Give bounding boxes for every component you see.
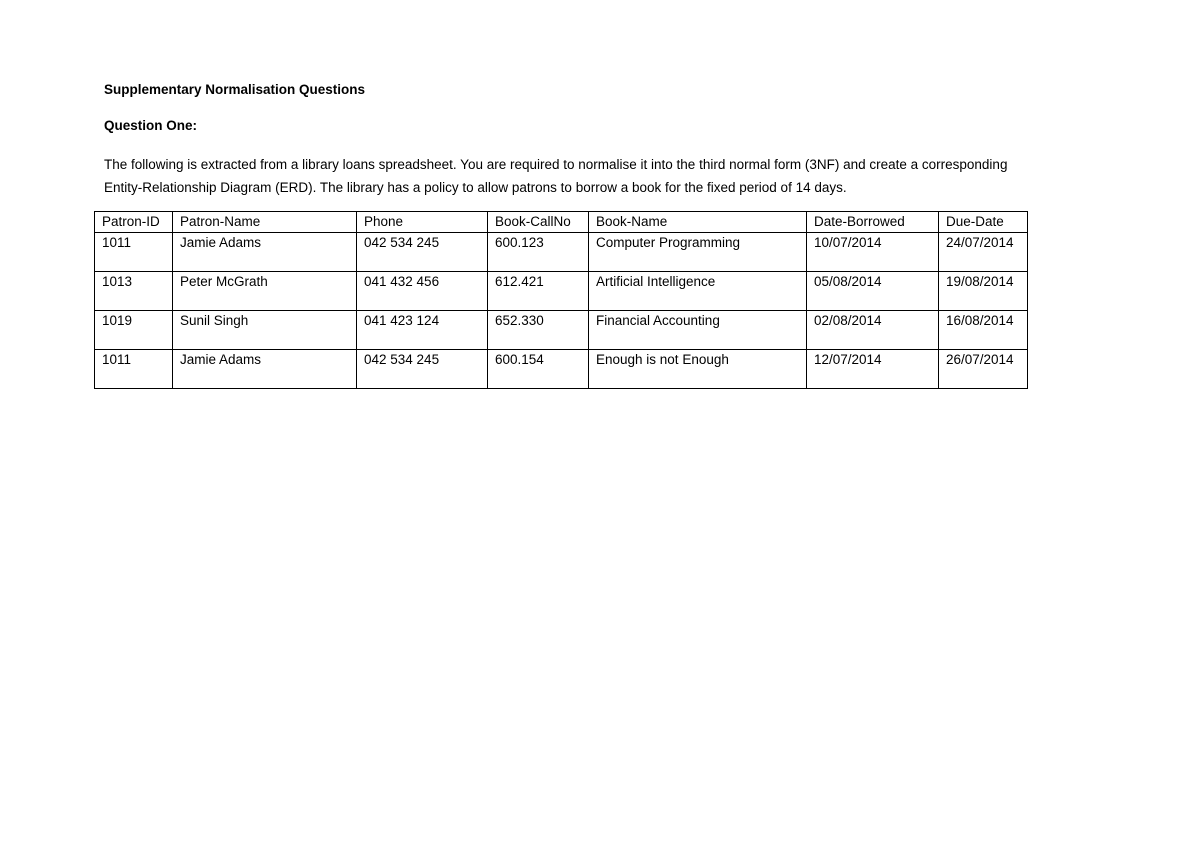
cell-patron-name: Peter McGrath bbox=[173, 272, 357, 311]
cell-book-name: Computer Programming bbox=[589, 233, 807, 272]
table-row bbox=[95, 233, 1028, 272]
cell-due-date: 26/07/2014 bbox=[939, 350, 1028, 389]
table-row bbox=[95, 311, 1028, 350]
column-header-date-borrowed: Date-Borrowed bbox=[807, 212, 939, 233]
cell-phone: 041 423 124 bbox=[357, 311, 488, 350]
cell-book-name: Artificial Intelligence bbox=[589, 272, 807, 311]
intro-line: Entity-Relationship Diagram (ERD). The library has a policy to allow patrons to borrow a book for the fixed period of 14 days. bbox=[104, 180, 847, 195]
cell-book-callno: 612.421 bbox=[488, 272, 589, 311]
column-header-patron-name: Patron-Name bbox=[173, 212, 357, 233]
cell-date-borrowed: 05/08/2014 bbox=[807, 272, 939, 311]
table-row bbox=[95, 350, 1028, 389]
cell-patron-name: Jamie Adams bbox=[173, 233, 357, 272]
cell-phone: 042 534 245 bbox=[357, 350, 488, 389]
column-header-book-callno: Book-CallNo bbox=[488, 212, 589, 233]
cell-patron-name: Sunil Singh bbox=[173, 311, 357, 350]
cell-book-callno: 600.154 bbox=[488, 350, 589, 389]
cell-due-date: 19/08/2014 bbox=[939, 272, 1028, 311]
cell-book-name: Financial Accounting bbox=[589, 311, 807, 350]
intro-paragraph bbox=[104, 153, 1094, 199]
cell-phone: 041 432 456 bbox=[357, 272, 488, 311]
column-header-patron-id: Patron-ID bbox=[95, 212, 173, 233]
cell-phone: 042 534 245 bbox=[357, 233, 488, 272]
cell-patron-id: 1013 bbox=[95, 272, 173, 311]
cell-date-borrowed: 12/07/2014 bbox=[807, 350, 939, 389]
cell-patron-id: 1011 bbox=[95, 233, 173, 272]
column-header-due-date: Due-Date bbox=[939, 212, 1028, 233]
cell-date-borrowed: 02/08/2014 bbox=[807, 311, 939, 350]
table-row bbox=[95, 272, 1028, 311]
document-title: Supplementary Normalisation Questions bbox=[104, 82, 366, 97]
cell-due-date: 24/07/2014 bbox=[939, 233, 1028, 272]
column-header-book-name: Book-Name bbox=[589, 212, 807, 233]
column-header-phone: Phone bbox=[357, 212, 488, 233]
cell-book-name: Enough is not Enough bbox=[589, 350, 807, 389]
cell-patron-name: Jamie Adams bbox=[173, 350, 357, 389]
cell-date-borrowed: 10/07/2014 bbox=[807, 233, 939, 272]
library-loans-table bbox=[94, 211, 1028, 389]
cell-book-callno: 652.330 bbox=[488, 311, 589, 350]
cell-book-callno: 600.123 bbox=[488, 233, 589, 272]
question-heading: Question One: bbox=[104, 118, 198, 133]
table-header-row bbox=[95, 212, 1028, 233]
cell-due-date: 16/08/2014 bbox=[939, 311, 1028, 350]
cell-patron-id: 1011 bbox=[95, 350, 173, 389]
cell-patron-id: 1019 bbox=[95, 311, 173, 350]
intro-line: The following is extracted from a library loans spreadsheet. You are required to normalise it into the third normal form (3NF) and create a corresponding bbox=[104, 157, 1008, 172]
